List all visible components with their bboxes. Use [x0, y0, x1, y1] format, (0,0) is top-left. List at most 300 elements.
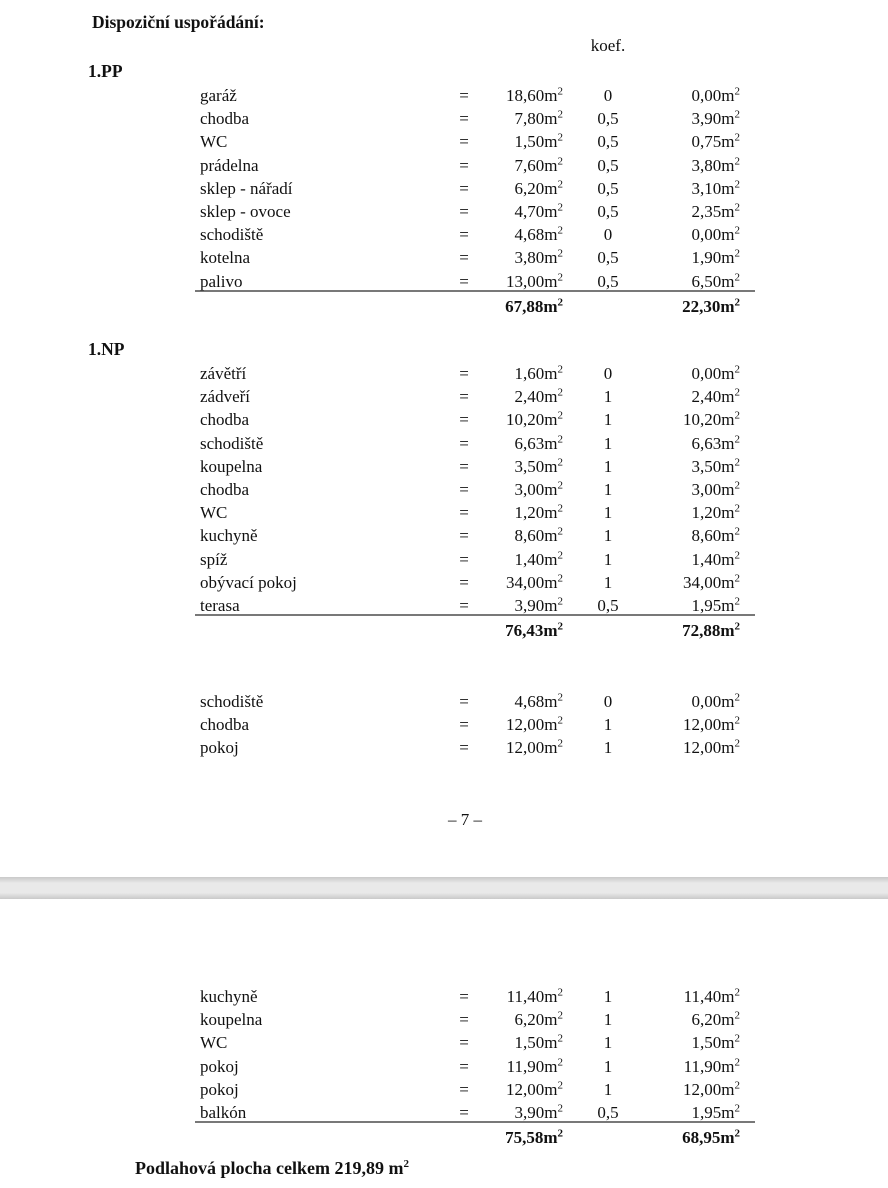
- total-weighted-area-unit: [720, 297, 740, 316]
- area-unit: [544, 738, 563, 757]
- weighted-area-number: 11,90: [683, 1056, 722, 1076]
- total-area-number: 67,88: [505, 296, 544, 316]
- koef-value: 1: [603, 715, 613, 735]
- unit-base: m: [721, 526, 735, 546]
- area-value: [473, 1008, 563, 1031]
- row-spacer: [740, 223, 755, 246]
- unit-sup: 2: [734, 201, 740, 214]
- total-weighted-area-number: 72,88: [682, 621, 721, 641]
- room-name: koupelna: [200, 1010, 263, 1030]
- area-value: [473, 432, 563, 455]
- weighted-area-unit: [721, 272, 740, 291]
- koef-value: 1: [603, 987, 613, 1006]
- unit-base: m: [544, 503, 558, 523]
- unit-base: m: [544, 155, 558, 175]
- row-spacer: [740, 501, 755, 524]
- unit-sup: 2: [557, 714, 563, 727]
- unit-base: m: [721, 155, 735, 175]
- unit-sup: 2: [734, 620, 740, 633]
- table-row: [195, 501, 755, 524]
- table-row: [195, 455, 755, 478]
- table-row: [195, 154, 755, 177]
- unit-sup: 2: [734, 525, 740, 538]
- unit-sup: 2: [557, 363, 563, 376]
- room-name: WC: [200, 132, 228, 152]
- equals-sign: =: [459, 595, 469, 615]
- weighted-area-unit: [721, 1057, 740, 1076]
- weighted-area-value: [653, 84, 740, 107]
- room-name: sklep - ovoce: [200, 201, 291, 221]
- row-spacer: [740, 432, 755, 455]
- area-unit: [544, 550, 563, 569]
- area-unit: [544, 410, 563, 429]
- room-name: kotelna: [200, 248, 251, 268]
- table-section-floor2-cont: [195, 985, 755, 1150]
- table-row: [195, 270, 755, 293]
- unit-base: m: [544, 1010, 558, 1030]
- unit-base: m: [544, 456, 558, 476]
- area-value: [473, 455, 563, 478]
- weighted-area-unit: [721, 1080, 740, 1099]
- area-unit: [544, 109, 563, 128]
- area-value: [473, 130, 563, 153]
- unit-base: m: [544, 109, 558, 129]
- koef-value: 1: [603, 738, 613, 758]
- equals-sign: =: [459, 479, 469, 499]
- unit-sup: 2: [734, 1127, 740, 1140]
- weighted-area-unit: [721, 1103, 740, 1122]
- total-area-unit: [543, 621, 563, 640]
- area-value: [473, 270, 563, 293]
- koef-value: 0: [603, 86, 613, 105]
- weighted-area-unit: [721, 503, 740, 522]
- area-unit: [544, 248, 563, 267]
- unit-base: m: [544, 692, 558, 711]
- unit-sup: 2: [557, 201, 563, 214]
- weighted-area-number: 1,95: [691, 1102, 722, 1122]
- area-unit: [544, 156, 563, 175]
- table-row: [195, 223, 755, 246]
- area-number: 4,70: [514, 201, 545, 221]
- table-section-1np: [88, 339, 755, 643]
- totals-blank: [563, 1126, 653, 1150]
- total-floor-area-line: [135, 1158, 409, 1179]
- unit-sup: 2: [734, 409, 740, 422]
- area-value: [473, 524, 563, 547]
- unit-sup: 2: [557, 986, 563, 999]
- koef-value: 0,5: [597, 1102, 619, 1122]
- unit-base: m: [544, 178, 558, 198]
- area-unit: [544, 987, 563, 1006]
- weighted-area-value: [653, 177, 740, 200]
- unit-base: m: [721, 692, 735, 711]
- area-unit: [544, 1103, 563, 1122]
- weighted-area-unit: [721, 596, 740, 615]
- weighted-area-number: 0,00: [691, 364, 722, 383]
- row-spacer: [740, 1101, 755, 1124]
- table-row: [195, 200, 755, 223]
- weighted-area-value: [653, 524, 740, 547]
- equals-sign: =: [459, 201, 469, 221]
- area-value: [473, 690, 563, 713]
- area-number: 7,80: [514, 109, 545, 129]
- equals-sign: =: [459, 410, 469, 430]
- unit-base: m: [543, 621, 558, 641]
- area-unit: [544, 86, 563, 105]
- row-spacer: [740, 107, 755, 130]
- room-name: koupelna: [200, 456, 263, 476]
- weighted-area-number: 0,00: [691, 86, 722, 105]
- area-value: [473, 385, 563, 408]
- table-row: [195, 84, 755, 107]
- unit-sup: 2: [734, 502, 740, 515]
- area-number: 1,50: [514, 1033, 545, 1053]
- room-name: spíž: [200, 549, 228, 569]
- room-name: WC: [200, 503, 228, 523]
- table-row: [195, 548, 755, 571]
- equals-sign: =: [459, 155, 469, 175]
- koef-value: 1: [603, 1056, 613, 1076]
- row-spacer: [740, 270, 755, 293]
- total-area-number: 75,58: [505, 1128, 544, 1148]
- area-value: [473, 548, 563, 571]
- unit-base: m: [721, 248, 735, 268]
- unit-sup: 2: [734, 1055, 740, 1068]
- area-value: [473, 736, 563, 759]
- table-row: [195, 177, 755, 200]
- unit-sup: 2: [734, 178, 740, 191]
- weighted-area-number: 0,00: [691, 692, 722, 711]
- table-row: [195, 1078, 755, 1101]
- unit-sup: 2: [557, 270, 563, 283]
- unit-base: m: [544, 526, 558, 546]
- area-number: 34,00: [506, 572, 545, 592]
- unit-sup: 2: [734, 1079, 740, 1092]
- table-row: [195, 571, 755, 594]
- unit-sup: 2: [557, 154, 563, 167]
- area-value: [473, 223, 563, 246]
- total-area: [473, 619, 563, 643]
- room-name: závětří: [200, 364, 247, 383]
- total-weighted-area-unit: [720, 1128, 740, 1147]
- total-floor-area-sup: 2: [403, 1158, 409, 1170]
- area-value: [473, 362, 563, 385]
- weighted-area-value: [653, 270, 740, 293]
- weighted-area-unit: [721, 225, 740, 244]
- weighted-area-value: [653, 548, 740, 571]
- table-row: [195, 736, 755, 759]
- row-spacer: [740, 736, 755, 759]
- koef-value: 1: [603, 1033, 613, 1053]
- unit-base: m: [720, 296, 735, 316]
- total-weighted-area: [653, 619, 740, 643]
- row-spacer: [740, 1055, 755, 1078]
- equals-sign: =: [459, 987, 469, 1006]
- unit-sup: 2: [734, 108, 740, 121]
- total-weighted-area: [653, 295, 740, 319]
- area-unit: [544, 179, 563, 198]
- unit-base: m: [721, 456, 735, 476]
- table-row: [195, 478, 755, 501]
- unit-sup: 2: [557, 620, 563, 633]
- section-label: 1.PP: [88, 61, 123, 81]
- area-value: [473, 594, 563, 617]
- area-number: 3,90: [514, 1102, 545, 1122]
- row-spacer: [740, 154, 755, 177]
- equals-sign: =: [459, 86, 469, 105]
- area-value: [473, 84, 563, 107]
- row-spacer: [740, 571, 755, 594]
- koef-value: 1: [603, 479, 613, 499]
- equals-sign: =: [459, 178, 469, 198]
- row-spacer: [740, 1078, 755, 1101]
- equals-sign: =: [459, 503, 469, 523]
- weighted-area-unit: [721, 692, 740, 711]
- equals-sign: =: [459, 1079, 469, 1099]
- koef-value: 1: [603, 549, 613, 569]
- equals-sign: =: [459, 738, 469, 758]
- area-number: 1,40: [514, 549, 545, 569]
- weighted-area-number: 8,60: [691, 526, 722, 546]
- weighted-area-value: [653, 1055, 740, 1078]
- equals-sign: =: [459, 456, 469, 476]
- room-name: schodiště: [200, 692, 264, 711]
- koef-value: 0: [603, 692, 613, 711]
- area-unit: [544, 596, 563, 615]
- table-row: [195, 107, 755, 130]
- weighted-area-number: 6,63: [691, 433, 722, 453]
- weighted-area-unit: [721, 987, 740, 1006]
- unit-sup: 2: [557, 409, 563, 422]
- total-weighted-area-number: 68,95: [682, 1128, 721, 1148]
- weighted-area-unit: [721, 434, 740, 453]
- area-number: 7,60: [514, 155, 545, 175]
- koef-value: 0,5: [597, 132, 619, 152]
- area-number: 4,68: [514, 692, 545, 711]
- unit-sup: 2: [557, 178, 563, 191]
- unit-sup: 2: [734, 247, 740, 260]
- unit-sup: 2: [557, 247, 563, 260]
- unit-base: m: [544, 201, 558, 221]
- area-unit: [544, 202, 563, 221]
- area-number: 8,60: [514, 526, 545, 546]
- room-name: terasa: [200, 595, 240, 615]
- area-unit: [544, 364, 563, 383]
- unit-sup: 2: [557, 595, 563, 608]
- area-number: 12,00: [506, 715, 545, 735]
- equals-sign: =: [459, 225, 469, 245]
- koef-value: 1: [603, 503, 613, 523]
- unit-base: m: [544, 1033, 558, 1053]
- weighted-area-number: 12,00: [683, 738, 722, 758]
- koef-column-header: koef.: [590, 36, 626, 55]
- unit-base: m: [721, 503, 735, 523]
- unit-base: m: [544, 225, 558, 245]
- weighted-area-number: 3,10: [691, 178, 722, 198]
- unit-base: m: [721, 410, 735, 430]
- weighted-area-value: [653, 130, 740, 153]
- table-row: [195, 594, 755, 617]
- area-number: 2,40: [514, 387, 545, 407]
- unit-sup: 2: [734, 1102, 740, 1115]
- row-spacer: [740, 362, 755, 385]
- equals-sign: =: [459, 1102, 469, 1122]
- koef-value: 1: [603, 526, 613, 546]
- weighted-area-value: [653, 1008, 740, 1031]
- total-area: [473, 1126, 563, 1150]
- unit-base: m: [544, 549, 558, 569]
- table-row: [195, 985, 755, 1008]
- area-value: [473, 478, 563, 501]
- unit-base: m: [721, 86, 735, 105]
- room-name: palivo: [200, 271, 243, 291]
- koef-value: 1: [603, 1079, 613, 1099]
- koef-value: 0,5: [597, 271, 619, 291]
- unit-sup: 2: [734, 595, 740, 608]
- area-unit: [544, 573, 563, 592]
- koef-value: 0,5: [597, 201, 619, 221]
- equals-sign: =: [459, 526, 469, 546]
- weighted-area-number: 0,00: [691, 225, 722, 245]
- equals-sign: =: [459, 132, 469, 152]
- unit-sup: 2: [734, 386, 740, 399]
- koef-value: 0,5: [597, 178, 619, 198]
- room-name: sklep - nářadí: [200, 178, 293, 198]
- totals-blank: [563, 619, 653, 643]
- area-unit: [544, 480, 563, 499]
- totals-blank: [195, 619, 455, 643]
- weighted-area-value: [653, 1031, 740, 1054]
- unit-sup: 2: [557, 572, 563, 585]
- area-value: [473, 177, 563, 200]
- total-weighted-area-number: 22,30: [682, 296, 721, 316]
- koef-value: 1: [603, 433, 613, 453]
- unit-sup: 2: [734, 548, 740, 561]
- table-row: [195, 1008, 755, 1031]
- weighted-area-value: [653, 385, 740, 408]
- table-row: [195, 713, 755, 736]
- area-number: 12,00: [506, 738, 545, 758]
- weighted-area-unit: [721, 573, 740, 592]
- unit-sup: 2: [557, 548, 563, 561]
- unit-base: m: [721, 271, 735, 291]
- unit-base: m: [721, 1010, 735, 1030]
- unit-base: m: [544, 410, 558, 430]
- unit-sup: 2: [734, 131, 740, 144]
- unit-sup: 2: [557, 1055, 563, 1068]
- koef-value: 0,5: [597, 248, 619, 268]
- unit-base: m: [721, 1102, 735, 1122]
- weighted-area-unit: [721, 179, 740, 198]
- weighted-area-number: 1,20: [691, 503, 722, 523]
- area-number: 13,00: [506, 271, 545, 291]
- unit-sup: 2: [557, 479, 563, 492]
- weighted-area-number: 3,50: [691, 456, 722, 476]
- row-spacer: [740, 985, 755, 1008]
- unit-base: m: [721, 132, 735, 152]
- area-number: 1,60: [514, 364, 545, 383]
- weighted-area-value: [653, 362, 740, 385]
- area-unit: [544, 1057, 563, 1076]
- area-number: 1,20: [514, 503, 545, 523]
- area-number: 11,90: [506, 1056, 545, 1076]
- room-name: pokoj: [200, 1079, 239, 1099]
- table-row: [195, 1031, 755, 1054]
- room-name: chodba: [200, 109, 250, 129]
- unit-sup: 2: [734, 572, 740, 585]
- unit-sup: 2: [557, 525, 563, 538]
- unit-sup: 2: [734, 432, 740, 445]
- equals-sign: =: [459, 364, 469, 383]
- unit-base: m: [721, 549, 735, 569]
- total-area: [473, 295, 563, 319]
- room-name: pokoj: [200, 738, 239, 758]
- area-unit: [544, 387, 563, 406]
- unit-base: m: [544, 387, 558, 407]
- row-spacer: [740, 84, 755, 107]
- table-row: [195, 408, 755, 431]
- unit-sup: 2: [557, 85, 563, 98]
- weighted-area-value: [653, 107, 740, 130]
- area-unit: [544, 503, 563, 522]
- table-row: [195, 362, 755, 385]
- unit-base: m: [544, 132, 558, 152]
- totals-blank: [563, 295, 653, 319]
- unit-base: m: [721, 433, 735, 453]
- area-unit: [544, 1080, 563, 1099]
- koef-value: 0: [603, 364, 613, 383]
- weighted-area-number: 2,35: [691, 201, 722, 221]
- weighted-area-unit: [721, 526, 740, 545]
- unit-base: m: [721, 225, 735, 245]
- unit-base: m: [721, 738, 735, 758]
- area-unit: [544, 715, 563, 734]
- koef-value: 0,5: [597, 595, 619, 615]
- table-row: [195, 690, 755, 713]
- weighted-area-number: 3,90: [691, 109, 722, 129]
- weighted-area-unit: [721, 387, 740, 406]
- unit-base: m: [721, 715, 735, 735]
- table-row: [195, 385, 755, 408]
- unit-base: m: [544, 572, 558, 592]
- row-spacer: [740, 177, 755, 200]
- weighted-area-number: 12,00: [683, 1079, 722, 1099]
- weighted-area-number: 12,00: [683, 715, 722, 735]
- total-weighted-area: [653, 1126, 740, 1150]
- room-name: chodba: [200, 715, 250, 735]
- area-value: [473, 571, 563, 594]
- unit-base: m: [544, 1079, 558, 1099]
- unit-sup: 2: [557, 1102, 563, 1115]
- row-spacer: [740, 524, 755, 547]
- weighted-area-number: 3,80: [691, 155, 722, 175]
- area-value: [473, 1031, 563, 1054]
- unit-sup: 2: [734, 85, 740, 98]
- weighted-area-number: 34,00: [683, 572, 722, 592]
- unit-base: m: [721, 178, 735, 198]
- area-number: 10,20: [506, 410, 545, 430]
- row-spacer: [740, 619, 755, 643]
- koef-value: 0,5: [597, 155, 619, 175]
- equals-sign: =: [459, 692, 469, 711]
- room-name: balkón: [200, 1102, 247, 1122]
- area-number: 3,00: [514, 479, 545, 499]
- equals-sign: =: [459, 109, 469, 129]
- totals-blank: [195, 1126, 455, 1150]
- unit-base: m: [544, 715, 558, 735]
- weighted-area-unit: [721, 550, 740, 569]
- area-value: [473, 985, 563, 1008]
